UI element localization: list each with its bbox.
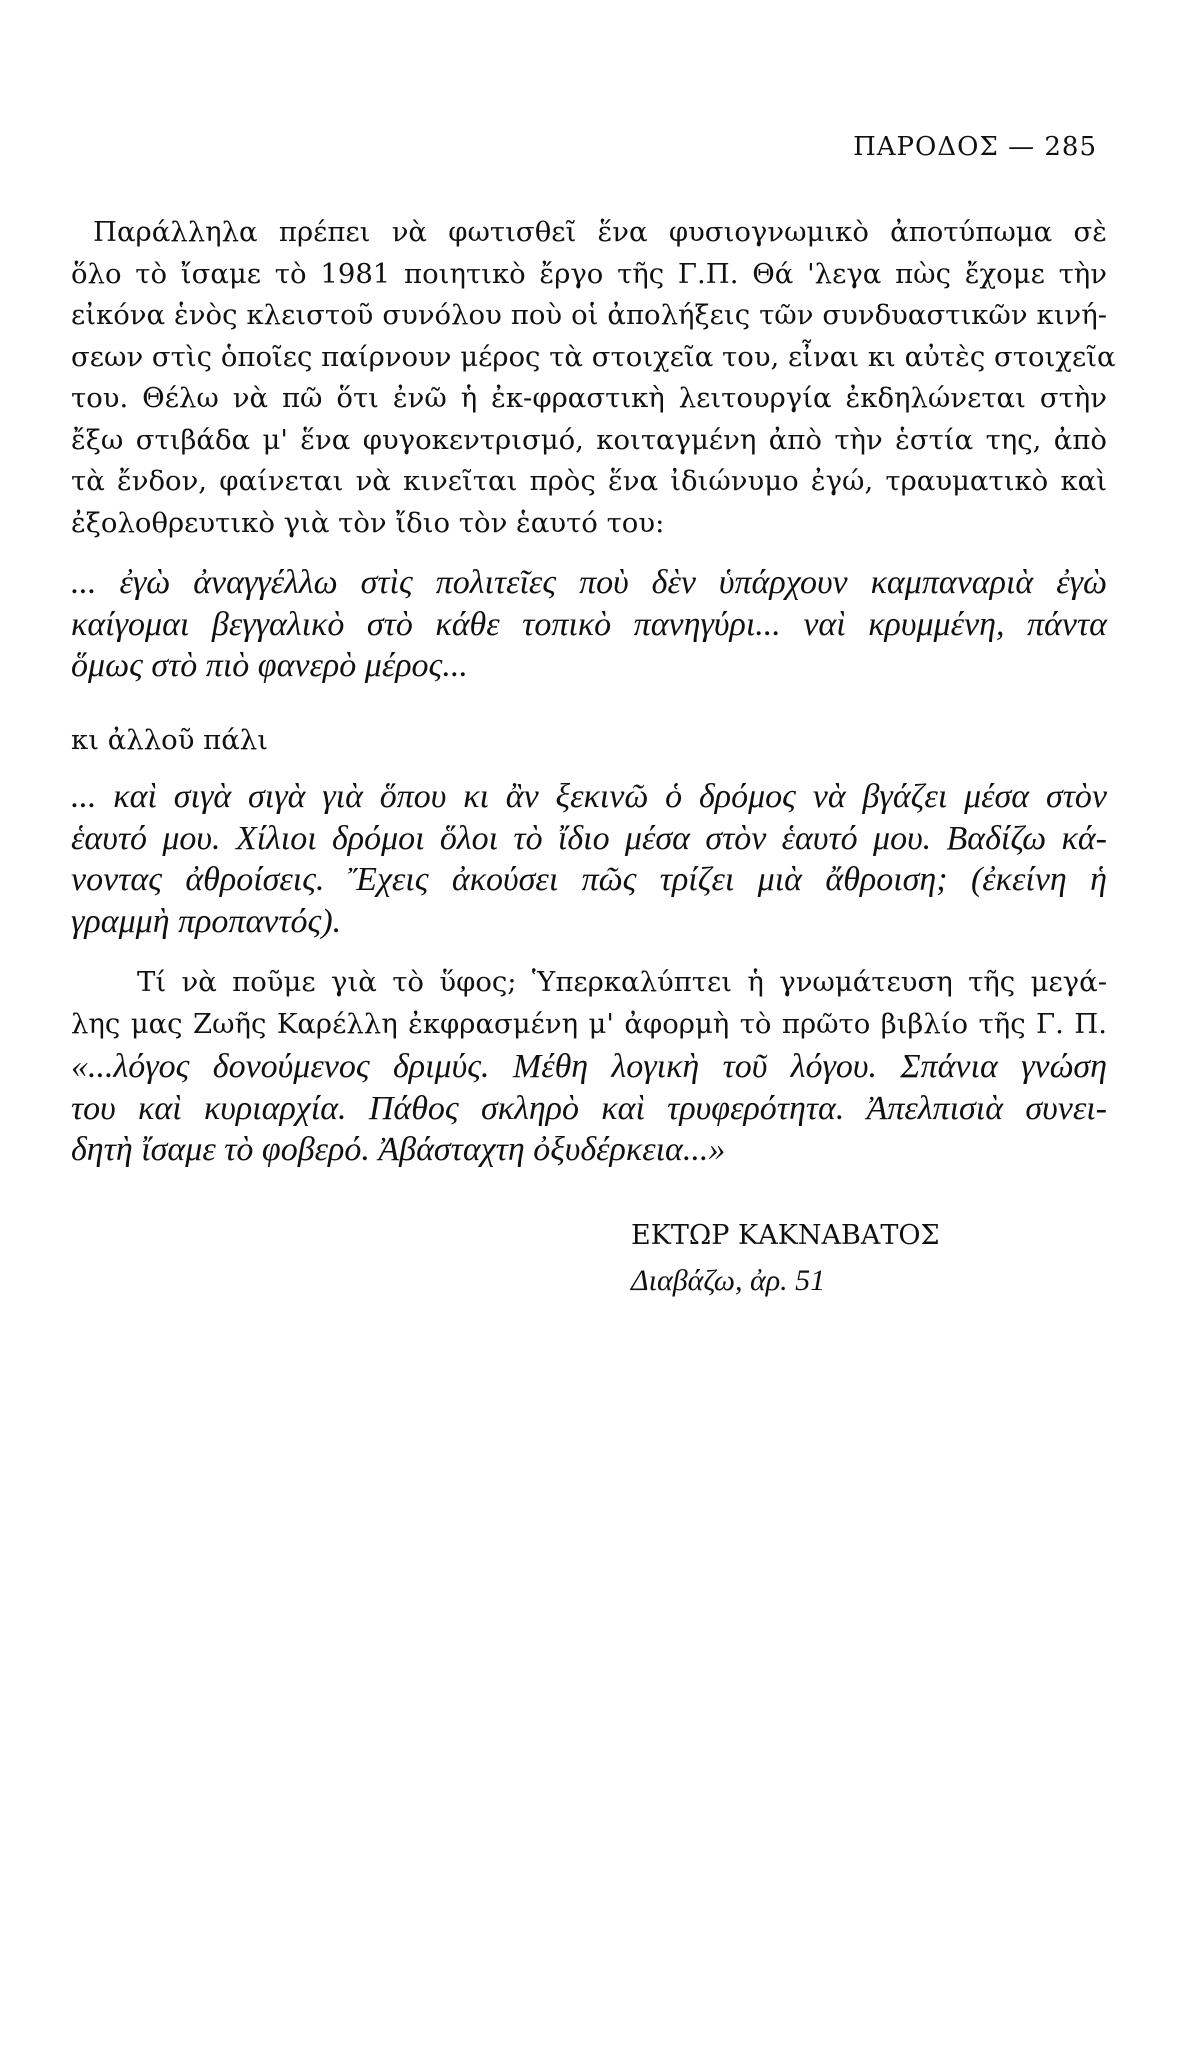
quote-line: καίγομαι βεγγαλικὸ στὸ κάθε τοπικὸ πανηγύρι... ναὶ κρυμμένη, πάντα	[71, 605, 1107, 643]
paragraph-line: Τί νὰ ποῦμε γιὰ τὸ ὕφος; Ὑπερκαλύπτει ἡ γνωμάτευση τῆς μεγά-	[137, 966, 1107, 998]
attribution-source: Διαβάζω, ἀρ. 51	[631, 1264, 826, 1297]
quote-line: ἑαυτό μου. Χίλιοι δρόμοι ὅλοι τὸ ἴδιο μέσα στὸν ἑαυτό μου. Βαδίζω κά-	[71, 819, 1107, 857]
quote-line: νοντας ἀθροίσεις. Ἔχεις ἀκούσει πῶς τρίζει μιὰ ἄθροιση; (ἐκείνη ἡ	[71, 861, 1107, 898]
paragraph-2	[71, 962, 1107, 1045]
quote-3	[71, 1046, 1107, 1171]
paragraph-line: εἰκόνα ἑνὸς κλειστοῦ συνόλου ποὺ οἱ ἀπολήξεις τῶν συνδυαστικῶν κινή-	[71, 299, 1107, 331]
quote-line: ὅμως στὸ πιὸ φανερὸ μέρος...	[71, 647, 468, 684]
quote-1	[71, 562, 1107, 687]
connector-line	[71, 720, 1107, 762]
quote-line: ... καὶ σιγὰ σιγὰ γιὰ ὅπου κι ἂν ξεκινῶ ὁ δρόμος νὰ βγάζει μέσα στὸν	[71, 778, 1107, 815]
paragraph-line: σεων στὶς ὁποῖες παίρνουν μέρος τὰ στοιχεῖα του, εἶναι κι αὐτὲς στοιχεῖα	[71, 340, 1116, 373]
paragraph-line: ἐξολοθρευτικὸ γιὰ τὸν ἴδιο τὸν ἑαυτό του:	[71, 506, 665, 539]
running-head: ΠΑΡΟΔΟΣ — 285	[853, 132, 1097, 162]
paragraph-line: ἔξω στιβάδα μ' ἕνα φυγοκεντρισμό, κοιταγμένη ἀπὸ τὴν ἑστία της, ἀπὸ	[71, 423, 1107, 456]
quote-line: «...λόγος δονούμενος δριμύς. Μέθη λογικὴ τοῦ λόγου. Σπάνια γνώση	[71, 1048, 1107, 1085]
paragraph-line: τὰ ἔνδον, φαίνεται νὰ κινεῖται πρὸς ἕνα ἰδιώνυμο ἐγώ, τραυματικὸ καὶ	[71, 465, 1107, 497]
quote-line: γραμμὴ προπαντός).	[71, 902, 342, 940]
paragraph-line: ὅλο τὸ ἴσαμε τὸ 1981 ποιητικὸ ἔργο τῆς Γ.Π. Θά 'λεγα πὼς ἔχομε τὴν	[71, 257, 1107, 290]
quote-line: δητὴ ἴσαμε τὸ φοβερό. Ἀβάσταχτη ὀξυδέρκεια...»	[71, 1131, 726, 1168]
quote-line: ... ἐγὼ ἀναγγέλλω στὶς πολιτεῖες ποὺ δὲν ὑπάρχουν καμπαναριὰ ἐγὼ	[71, 564, 1107, 601]
quote-line: του καὶ κυριαρχία. Πάθος σκληρὸ καὶ τρυφερότητα. Ἀπελπισιὰ συνει-	[71, 1089, 1107, 1127]
paragraph-1	[71, 212, 1116, 544]
attribution-author: ΕΚΤΩΡ ΚΑΚΝΑΒΑΤΟΣ	[631, 1220, 940, 1251]
quote-2	[71, 776, 1107, 942]
paragraph-line: Παράλληλα πρέπει νὰ φωτισθεῖ ἕνα φυσιογνωμικὸ ἀποτύπωμα σὲ	[93, 216, 1107, 248]
paragraph-line: του. Θέλω νὰ πῶ ὅτι ἐνῶ ἡ ἐκ-φραστικὴ λειτουργία ἐκδηλώνεται στὴν	[71, 382, 1107, 414]
connector-text: κι ἀλλοῦ πάλι	[71, 724, 269, 756]
paragraph-line: λης μας Ζωῆς Καρέλλη ἐκφρασμένη μ' ἀφορμὴ τὸ πρῶτο βιβλίο τῆς Γ. Π.	[71, 1007, 1107, 1040]
